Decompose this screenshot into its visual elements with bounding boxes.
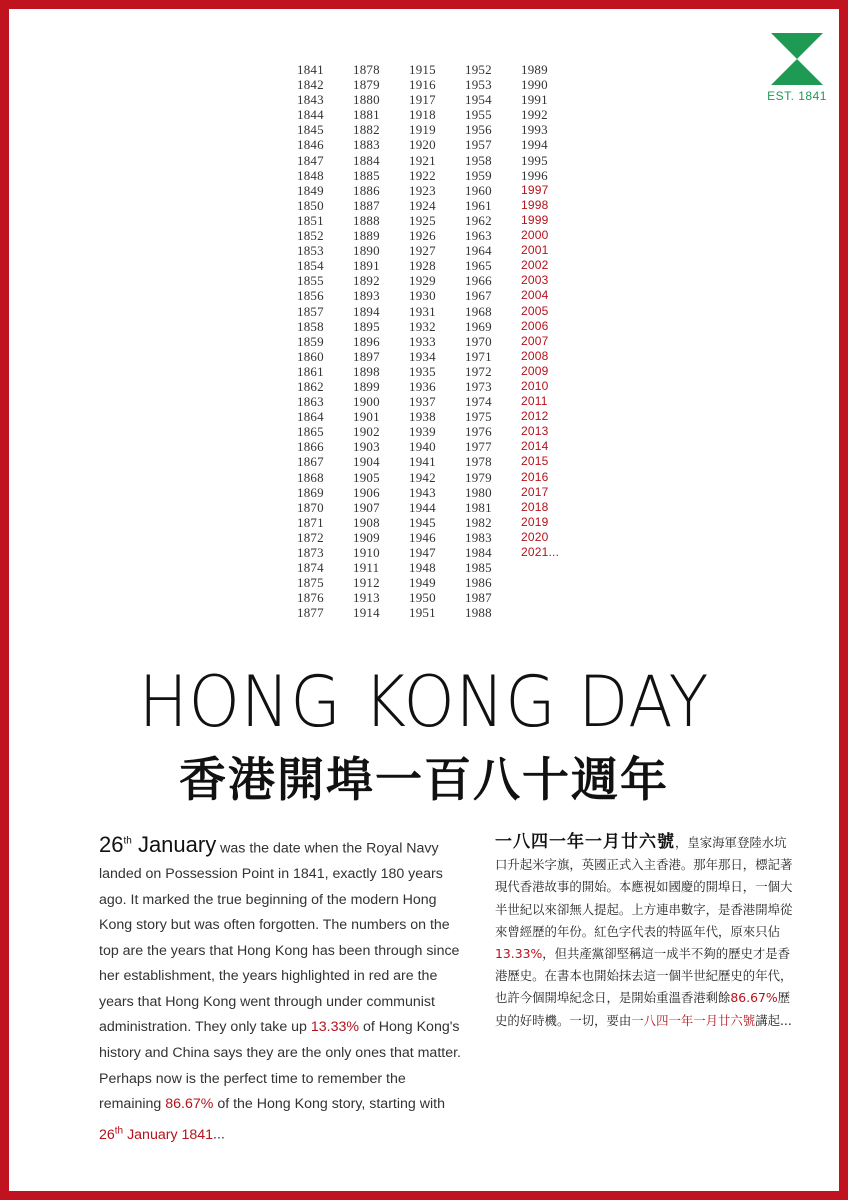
- year-item: 1951: [409, 605, 436, 621]
- year-item: 2005: [521, 303, 549, 318]
- year-column: [353, 62, 409, 620]
- year-item: 1932: [409, 318, 436, 334]
- body-zh-p1: ，皇家海軍登陸水坑口升起米字旗，英國正式入主香港。那年那日，標記著現代香港故事的開始。本應視如國慶的開埠日，一個大半世紀以來卻無人提起。上方連串數字，是香港開埠從來曾經歷的年份。紅色字代表的特區年代，原來只佔: [495, 835, 793, 939]
- year-item: 1914: [353, 605, 380, 621]
- year-item: 1958: [465, 152, 492, 168]
- end-sup: th: [114, 1124, 124, 1136]
- year-item: 1972: [465, 363, 492, 379]
- year-item: 1919: [409, 122, 436, 138]
- year-column: [465, 62, 521, 620]
- lead-date: [99, 832, 216, 857]
- year-item: 1941: [409, 454, 436, 470]
- body-english: [99, 829, 469, 1148]
- year-item: 1850: [297, 197, 324, 213]
- title-chinese: 香港開埠一百八十週年: [179, 753, 669, 808]
- year-item: 1864: [297, 409, 324, 425]
- percent-remaining: 86.67%: [165, 1096, 214, 1113]
- year-grid: [297, 62, 577, 620]
- year-item: 2011: [521, 394, 548, 409]
- year-item: 1884: [353, 152, 380, 168]
- year-item: 2009: [521, 363, 549, 378]
- end-day: 26: [99, 1126, 115, 1143]
- year-item: 1920: [409, 137, 436, 153]
- year-item: 1896: [353, 333, 380, 349]
- year-item: 1971: [465, 348, 492, 364]
- year-item: 1897: [353, 348, 380, 364]
- lead-day: 26: [99, 832, 124, 858]
- year-item: 1978: [465, 454, 492, 470]
- year-item: 2019: [521, 514, 549, 529]
- year-item: 1913: [353, 590, 380, 606]
- year-item: 1955: [465, 107, 492, 123]
- year-item: 1977: [465, 439, 492, 455]
- year-item: 1917: [409, 92, 436, 108]
- title-english: HONG KONG DAY: [138, 661, 710, 743]
- year-item: 1961: [465, 197, 492, 213]
- year-item: 1990: [521, 77, 548, 93]
- year-item: 1921: [409, 152, 436, 168]
- lead-month: January: [131, 832, 217, 858]
- year-item: 2007: [521, 333, 549, 348]
- year-item: 1858: [297, 318, 324, 334]
- year-item: 1999: [521, 212, 549, 227]
- year-item: 1938: [409, 409, 436, 425]
- year-item: 1931: [409, 303, 436, 319]
- year-item: 1994: [521, 137, 548, 153]
- year-item: 1945: [409, 514, 436, 530]
- year-item: 1898: [353, 363, 380, 379]
- year-item: 1964: [465, 243, 492, 259]
- year-item: 2003: [521, 273, 549, 288]
- logo: [761, 31, 833, 103]
- percent-communist: 13.33%: [310, 1019, 360, 1036]
- body-zh-percent-1: 13.33%: [495, 946, 543, 962]
- body-chinese: [495, 831, 795, 1032]
- year-item: 1900: [353, 394, 380, 410]
- year-item: 1992: [521, 107, 548, 123]
- year-item: 1849: [297, 182, 324, 198]
- year-item: 1843: [297, 92, 324, 108]
- year-item: 1970: [465, 333, 492, 349]
- body-zh-lead: 一八四一年一月廿六號: [495, 832, 675, 852]
- year-item: 2016: [521, 469, 549, 484]
- year-item: 1980: [465, 484, 492, 500]
- year-item: 1895: [353, 318, 380, 334]
- year-item: 1893: [353, 288, 380, 304]
- year-column: [521, 62, 577, 620]
- year-item: 1918: [409, 107, 436, 123]
- year-item: 1856: [297, 288, 324, 304]
- year-item: 1888: [353, 212, 380, 228]
- year-item: 1943: [409, 484, 436, 500]
- year-item: 1947: [409, 545, 436, 560]
- year-item: 1863: [297, 394, 324, 410]
- year-item: 1876: [297, 590, 324, 606]
- year-item: 1881: [353, 107, 380, 123]
- year-item: 1996: [521, 167, 548, 183]
- year-item: 1870: [297, 499, 324, 515]
- hourglass-logo-icon: [769, 31, 825, 87]
- year-item: 1885: [353, 167, 380, 183]
- year-item: 1889: [353, 228, 380, 244]
- year-item: 2001: [521, 243, 549, 258]
- year-item: 1929: [409, 273, 436, 289]
- year-item: 1862: [297, 378, 324, 394]
- year-item: 1968: [465, 303, 492, 319]
- year-item: 1960: [465, 182, 492, 198]
- year-item: 1950: [409, 590, 436, 606]
- year-item: 1936: [409, 378, 436, 394]
- end-date: [99, 1124, 214, 1143]
- year-item: 2008: [521, 348, 549, 363]
- year-item: 1866: [297, 439, 324, 455]
- year-item: 2017: [521, 484, 549, 499]
- year-item: 1967: [465, 288, 492, 304]
- year-item: 1873: [297, 545, 324, 560]
- year-item: 1891: [353, 258, 380, 274]
- year-item: 1935: [409, 363, 436, 379]
- year-item: 1993: [521, 122, 548, 138]
- year-item: 1922: [409, 167, 436, 183]
- year-item: 1907: [353, 499, 380, 515]
- year-item: 1880: [353, 92, 380, 108]
- body-en-p1: was the date when the Royal Navy landed on Possession Point in 1841, exactly 180 years ago. It marked the true beginning of the modern Hong Kong story but was often forgotten. The numbers on the top are the years that Hong Kong has been through since her establishment, the years highlighted in red are the years that Hong Kong went through under communist administration. They only take up: [99, 840, 460, 1036]
- year-item: 1989: [521, 62, 548, 77]
- year-item: 1841: [297, 62, 324, 77]
- body-zh-red-date: 一八四一年一月廿六號: [631, 1012, 756, 1028]
- year-item: 1954: [465, 92, 492, 108]
- year-item: 1983: [465, 529, 492, 545]
- year-item: 1974: [465, 394, 492, 410]
- year-item: 1952: [465, 62, 492, 77]
- year-item: 1867: [297, 454, 324, 470]
- year-item: 1965: [465, 258, 492, 274]
- year-item: 1928: [409, 258, 436, 274]
- year-item: 1927: [409, 243, 436, 259]
- year-item: 1984: [465, 545, 492, 560]
- year-item: 1987: [465, 590, 492, 606]
- year-item: 2006: [521, 318, 549, 333]
- year-item: 1982: [465, 514, 492, 530]
- year-item: 2018: [521, 499, 549, 514]
- year-item: 2014: [521, 439, 549, 454]
- year-item: 1986: [465, 575, 492, 591]
- year-item: 2015: [521, 454, 549, 469]
- year-item: 1981: [465, 499, 492, 515]
- year-column: [409, 62, 465, 620]
- body-en-p3: of the Hong Kong story, starting with: [213, 1096, 445, 1113]
- year-item: 1969: [465, 318, 492, 334]
- year-item: 1844: [297, 107, 324, 123]
- body-zh-percent-2: 86.67%: [730, 990, 778, 1006]
- year-item: 1991: [521, 92, 548, 108]
- year-item: 2013: [521, 424, 549, 439]
- year-item: 1852: [297, 228, 324, 244]
- year-item: 1865: [297, 424, 324, 440]
- year-item: 1942: [409, 469, 436, 485]
- year-item: 1925: [409, 212, 436, 228]
- year-item: 1998: [521, 197, 549, 212]
- year-item: 1890: [353, 243, 380, 259]
- year-item: 1877: [297, 605, 324, 621]
- year-item: 1908: [353, 514, 380, 530]
- year-item: 1899: [353, 378, 380, 394]
- year-item: 1874: [297, 560, 324, 576]
- body-zh-p2: ，但共產黨卻堅稱這一成半不夠的歷史才是香港歷史。在書本也開始抹去這一個半世紀歷史的年代，也許今個開埠紀念日，是開始重溫香港剩餘: [495, 946, 793, 1006]
- year-item: 2002: [521, 258, 549, 273]
- year-item: 1860: [297, 348, 324, 364]
- year-item: 1985: [465, 560, 492, 576]
- year-item: 1911: [353, 560, 380, 576]
- year-item: 1854: [297, 258, 324, 274]
- year-item: 1937: [409, 394, 436, 410]
- end-rest: January 1841: [123, 1126, 214, 1143]
- year-item: 2020: [521, 529, 549, 544]
- year-item: 1851: [297, 212, 324, 228]
- year-item: 1923: [409, 182, 436, 198]
- year-item: 1875: [297, 575, 324, 591]
- year-item: 1915: [409, 62, 436, 77]
- year-item: 1939: [409, 424, 436, 440]
- year-item: 2000: [521, 228, 549, 243]
- year-item: 2010: [521, 378, 549, 393]
- year-item: 1966: [465, 273, 492, 289]
- year-item: 1902: [353, 424, 380, 440]
- year-item: 1910: [353, 545, 380, 560]
- year-item: 1883: [353, 137, 380, 153]
- year-item: 1886: [353, 182, 380, 198]
- year-item: 1916: [409, 77, 436, 93]
- year-item: 1871: [297, 514, 324, 530]
- year-item: 1944: [409, 499, 436, 515]
- year-item: 1905: [353, 469, 380, 485]
- year-item: 1909: [353, 529, 380, 545]
- year-item: 1904: [353, 454, 380, 470]
- year-item: 1949: [409, 575, 436, 591]
- year-item: 1855: [297, 273, 324, 289]
- year-item: 1845: [297, 122, 324, 138]
- year-column: [297, 62, 353, 620]
- year-item: 1976: [465, 424, 492, 440]
- year-item: 1962: [465, 212, 492, 228]
- year-item: 1924: [409, 197, 436, 213]
- year-item: 1946: [409, 529, 436, 545]
- year-item: 1892: [353, 273, 380, 289]
- logo-est-text: EST. 1841: [767, 89, 827, 103]
- lead-sup: th: [123, 836, 132, 847]
- year-item: 1861: [297, 363, 324, 379]
- year-item: 2004: [521, 288, 549, 303]
- year-item: 1887: [353, 197, 380, 213]
- year-item: 1842: [297, 77, 324, 93]
- year-item: 1926: [409, 228, 436, 244]
- body-en-p2: of Hong Kong's history and China says they are the only ones that matter. Perhaps now is the perfect time to remember the remaining: [99, 1019, 461, 1113]
- year-item: 1959: [465, 167, 492, 183]
- year-item: 1997: [521, 182, 549, 197]
- year-item: 1912: [353, 575, 380, 591]
- year-item: 1878: [353, 62, 380, 77]
- year-item: 1988: [465, 605, 492, 621]
- year-item: 1859: [297, 333, 324, 349]
- year-item: 1957: [465, 137, 492, 153]
- year-item: 1956: [465, 122, 492, 138]
- year-item: 1963: [465, 228, 492, 244]
- year-item: 2021...: [521, 545, 560, 559]
- year-item: 1853: [297, 243, 324, 259]
- year-item: 1940: [409, 439, 436, 455]
- year-item: 1953: [465, 77, 492, 93]
- year-item: 1846: [297, 137, 324, 153]
- body-zh-p3: 歷史的好時機。一切，要由: [495, 990, 791, 1028]
- year-item: 1903: [353, 439, 380, 455]
- year-item: 1894: [353, 303, 380, 319]
- year-item: 1882: [353, 122, 380, 138]
- body-en-ellipsis: ...: [213, 1126, 225, 1143]
- year-item: 1948: [409, 560, 436, 576]
- year-item: 1979: [465, 469, 492, 485]
- year-item: 1930: [409, 288, 436, 304]
- year-item: 1857: [297, 303, 324, 319]
- year-item: 1847: [297, 152, 324, 168]
- year-item: 1901: [353, 409, 380, 425]
- year-item: 1934: [409, 348, 436, 364]
- year-item: 1975: [465, 409, 492, 425]
- year-item: 1872: [297, 529, 324, 545]
- year-item: 2012: [521, 409, 549, 424]
- year-item: 1933: [409, 333, 436, 349]
- year-item: 1848: [297, 167, 324, 183]
- year-item: 1973: [465, 378, 492, 394]
- year-item: 1879: [353, 77, 380, 93]
- year-item: 1869: [297, 484, 324, 500]
- year-item: 1995: [521, 152, 548, 168]
- year-item: 1868: [297, 469, 324, 485]
- body-zh-p4: 講起...: [755, 1012, 792, 1028]
- year-item: 1906: [353, 484, 380, 500]
